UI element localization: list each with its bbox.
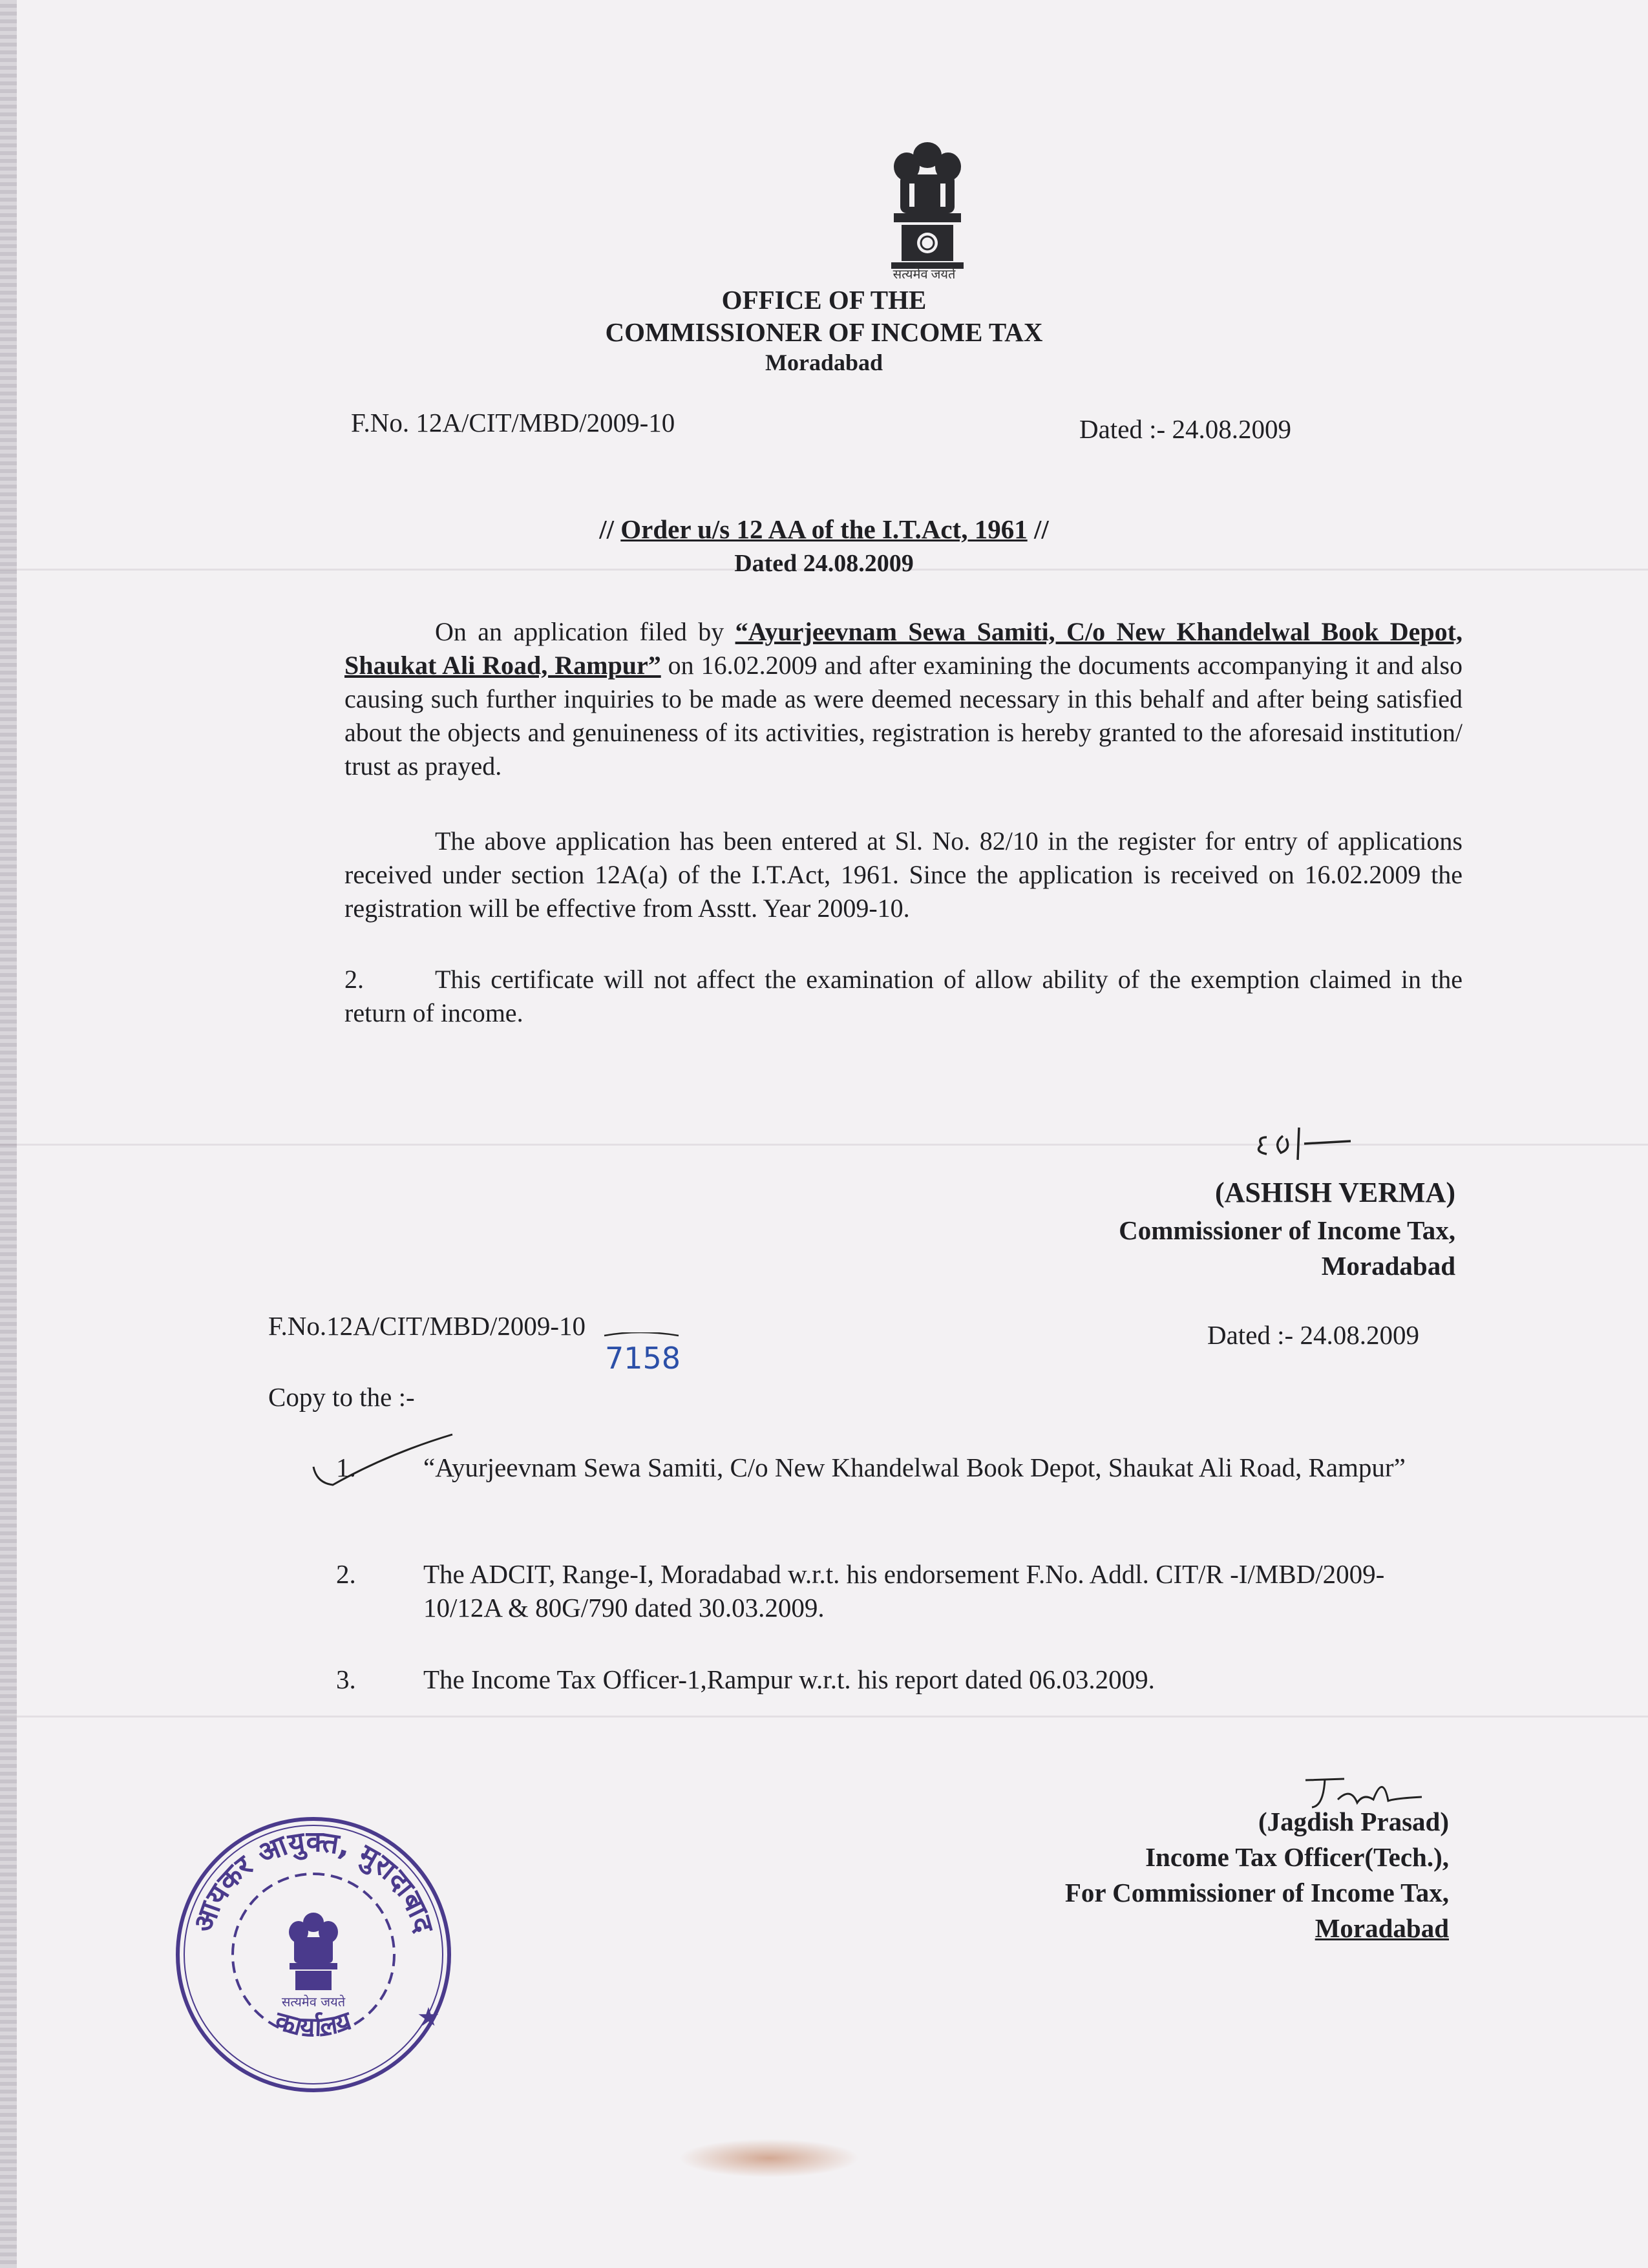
- officer-for-line: For Commissioner of Income Tax,: [1064, 1878, 1449, 1907]
- officer-place: Moradabad: [1315, 1913, 1449, 1943]
- fold-line: [0, 1716, 1648, 1717]
- seal-emblem-icon: [289, 1913, 338, 1990]
- order-date: Dated 24.08.2009: [734, 550, 914, 577]
- fold-line: [0, 1144, 1648, 1146]
- order-title-prefix: //: [599, 514, 621, 544]
- signatory-designation: Commissioner of Income Tax,: [1119, 1215, 1455, 1245]
- emblem-motto: सत्यमेव जयते: [893, 268, 956, 282]
- paragraph-number: 2.: [344, 965, 364, 994]
- office-name: COMMISSIONER OF INCOME TAX: [605, 317, 1043, 347]
- seal-text-top: आयकर आयुक्त, मुरादाबाद: [186, 1825, 440, 1937]
- copy-item-text: The Income Tax Officer-1,Rampur w.r.t. his report dated 06.03.2009.: [423, 1664, 1155, 1694]
- copy-item: [336, 1451, 1448, 1484]
- officer-designation: Income Tax Officer(Tech.),: [1145, 1842, 1449, 1872]
- officer-name: (Jagdish Prasad): [1258, 1807, 1449, 1836]
- copy-date-line: Dated :- 24.08.2009: [1207, 1320, 1419, 1350]
- date-line: Dated :- 24.08.2009: [1079, 414, 1291, 444]
- signature-mark: [1254, 1118, 1370, 1170]
- order-paragraph-1: [344, 615, 1463, 783]
- handwritten-number: [601, 1332, 698, 1378]
- order-paragraph-2: [344, 824, 1463, 925]
- applicant-name: “Ayurjeevnam Sewa Samiti, C/o New Khandelwal Book Depot, Shaukat Ali Road, Rampur”: [344, 617, 1463, 680]
- signatory-name: (ASHISH VERMA): [1214, 1177, 1455, 1208]
- order-title-suffix: //: [1027, 514, 1049, 544]
- order-title-text: Order u/s 12 AA of the I.T.Act, 1961: [620, 514, 1028, 544]
- handwritten-number-strokes: [601, 1332, 698, 1378]
- paper-stain: [679, 2139, 860, 2178]
- handwritten-number-text: 7158: [605, 1341, 681, 1376]
- seal-motto: सत्यमेव जयते: [281, 1994, 346, 2010]
- office-title: OFFICE OF THE: [721, 285, 927, 315]
- order-paragraph-3: [344, 963, 1463, 1030]
- office-seal: [162, 1803, 465, 2106]
- paragraph-rest: on 16.02.2009 and after examining the documents accompanying it and also causing such further inquiries to be made as were deemed necessary in this behalf and after being satisfied about the objects and genuineness of its activities, registration is hereby granted to the aforesaid institution/ trust as prayed.: [344, 651, 1463, 781]
- copy-file-number: F.No.12A/CIT/MBD/2009-10: [268, 1311, 586, 1341]
- seal-text-bottom: कार्यालय: [272, 2006, 355, 2042]
- copy-item: [336, 1557, 1448, 1624]
- national-emblem-icon: [863, 129, 992, 284]
- office-place: Moradabad: [765, 350, 883, 375]
- copy-item-number: 1.: [336, 1453, 356, 1482]
- file-number: F.No. 12A/CIT/MBD/2009-10: [351, 408, 675, 437]
- paragraph-text: This certificate will not affect the examination of allow ability of the exemption claimed in the return of income.: [344, 965, 1463, 1027]
- copy-item-text: The ADCIT, Range-I, Moradabad w.r.t. his endorsement F.No. Addl. CIT/R -I/MBD/2009-10/12A & 80G/790 dated 30.03.2009.: [423, 1559, 1385, 1622]
- seal-star-icon: ★: [417, 2002, 440, 2032]
- copy-item: [336, 1663, 1448, 1696]
- copy-item-text: “Ayurjeevnam Sewa Samiti, C/o New Khandelwal Book Depot, Shaukat Ali Road, Rampur”: [423, 1453, 1406, 1482]
- paragraph-text: The above application has been entered at Sl. No. 82/10 in the register for entry of applications received under section 12A(a) of the I.T.Act, 1961. Since the application is received on 16.02.2009 the registration will be effective from Asstt. Year 2009-10.: [344, 826, 1463, 923]
- copy-item-number: 3.: [336, 1664, 356, 1694]
- copy-item-number: 2.: [336, 1559, 356, 1589]
- order-title: [0, 514, 1648, 545]
- signatory-place: Moradabad: [1321, 1251, 1455, 1281]
- svg-text:कार्यालय: [271, 2006, 356, 2042]
- copy-heading: Copy to the :-: [268, 1382, 415, 1412]
- paragraph-intro: On an application filed by: [435, 617, 735, 646]
